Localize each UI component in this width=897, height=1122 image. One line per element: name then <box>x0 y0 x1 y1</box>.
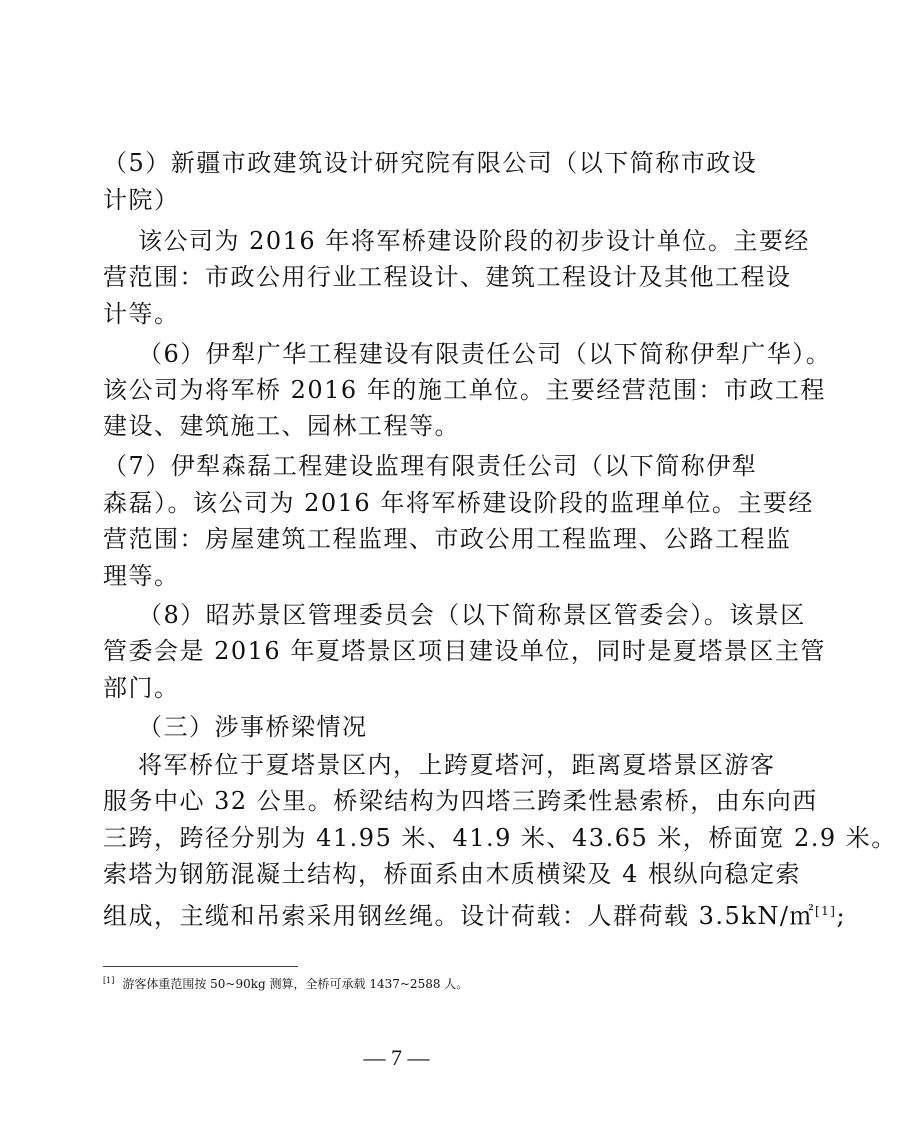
paragraph-line: 部门。 <box>103 674 180 702</box>
paragraph-line: 营范围：房屋建筑工程监理、市政公用工程监理、公路工程监 <box>103 525 792 553</box>
footnote-divider <box>103 966 298 967</box>
paragraph-line: （7）伊犁森磊工程建设监理有限责任公司（以下简称伊犁 <box>103 452 758 480</box>
paragraph-line: 管委会是 2016 年夏塔景区项目建设单位，同时是夏塔景区主管 <box>103 637 826 665</box>
paragraph-line: （8）昭苏景区管理委员会（以下简称景区管委会）。该景区 <box>138 601 806 629</box>
paragraph-line: （6）伊犁广华工程建设有限责任公司（以下简称伊犁广华）。 <box>138 340 832 368</box>
footnote-marker: [1] <box>103 976 115 985</box>
paragraph-line: 营范围：市政公用行业工程设计、建筑工程设计及其他工程设 <box>103 263 792 291</box>
paragraph-line: 该公司为将军桥 2016 年的施工单位。主要经营范围：市政工程 <box>103 376 826 404</box>
footnote-text: 游客体重范围按 50~90kg 测算，全桥可承载 1437~2588 人。 <box>122 977 469 991</box>
paragraph-line: 理等。 <box>103 562 180 590</box>
footnote <box>103 973 468 992</box>
paragraph-line-tail: ; <box>836 902 847 930</box>
paragraph-line: （5）新疆市政建筑设计研究院有限公司（以下简称市政设 <box>103 149 758 177</box>
paragraph-line: 计等。 <box>103 300 180 328</box>
paragraph-line: 计院） <box>103 186 180 214</box>
paragraph-line: 森磊）。该公司为 2016 年将军桥建设阶段的监理单位。主要经 <box>103 489 814 517</box>
paragraph-line: 该公司为 2016 年将军桥建设阶段的初步设计单位。主要经 <box>138 227 810 255</box>
paragraph-line: 建设、建筑施工、园林工程等。 <box>103 412 460 440</box>
paragraph-line <box>103 896 847 931</box>
paragraph-line: 将军桥位于夏塔景区内，上跨夏塔河，距离夏塔景区游客 <box>138 751 776 779</box>
section-heading: （三）涉事桥梁情况 <box>138 713 368 741</box>
paragraph-line-text: 组成，主缆和吊索采用钢丝绳。设计荷载：人群荷载 3.5kN/㎡ <box>103 902 815 930</box>
footnote-reference[interactable]: [1] <box>814 904 837 918</box>
paragraph-line: 服务中心 32 公里。桥梁结构为四塔三跨柔性悬索桥，由东向西 <box>103 787 818 815</box>
paragraph-line: 三跨，跨径分别为 41.95 米、41.9 米、43.65 米，桥面宽 2.9 米。 <box>103 824 897 852</box>
page-number: — 7 — <box>363 1045 430 1070</box>
paragraph-line: 索塔为钢筋混凝土结构，桥面系由木质横梁及 4 根纵向稳定索 <box>103 860 802 888</box>
